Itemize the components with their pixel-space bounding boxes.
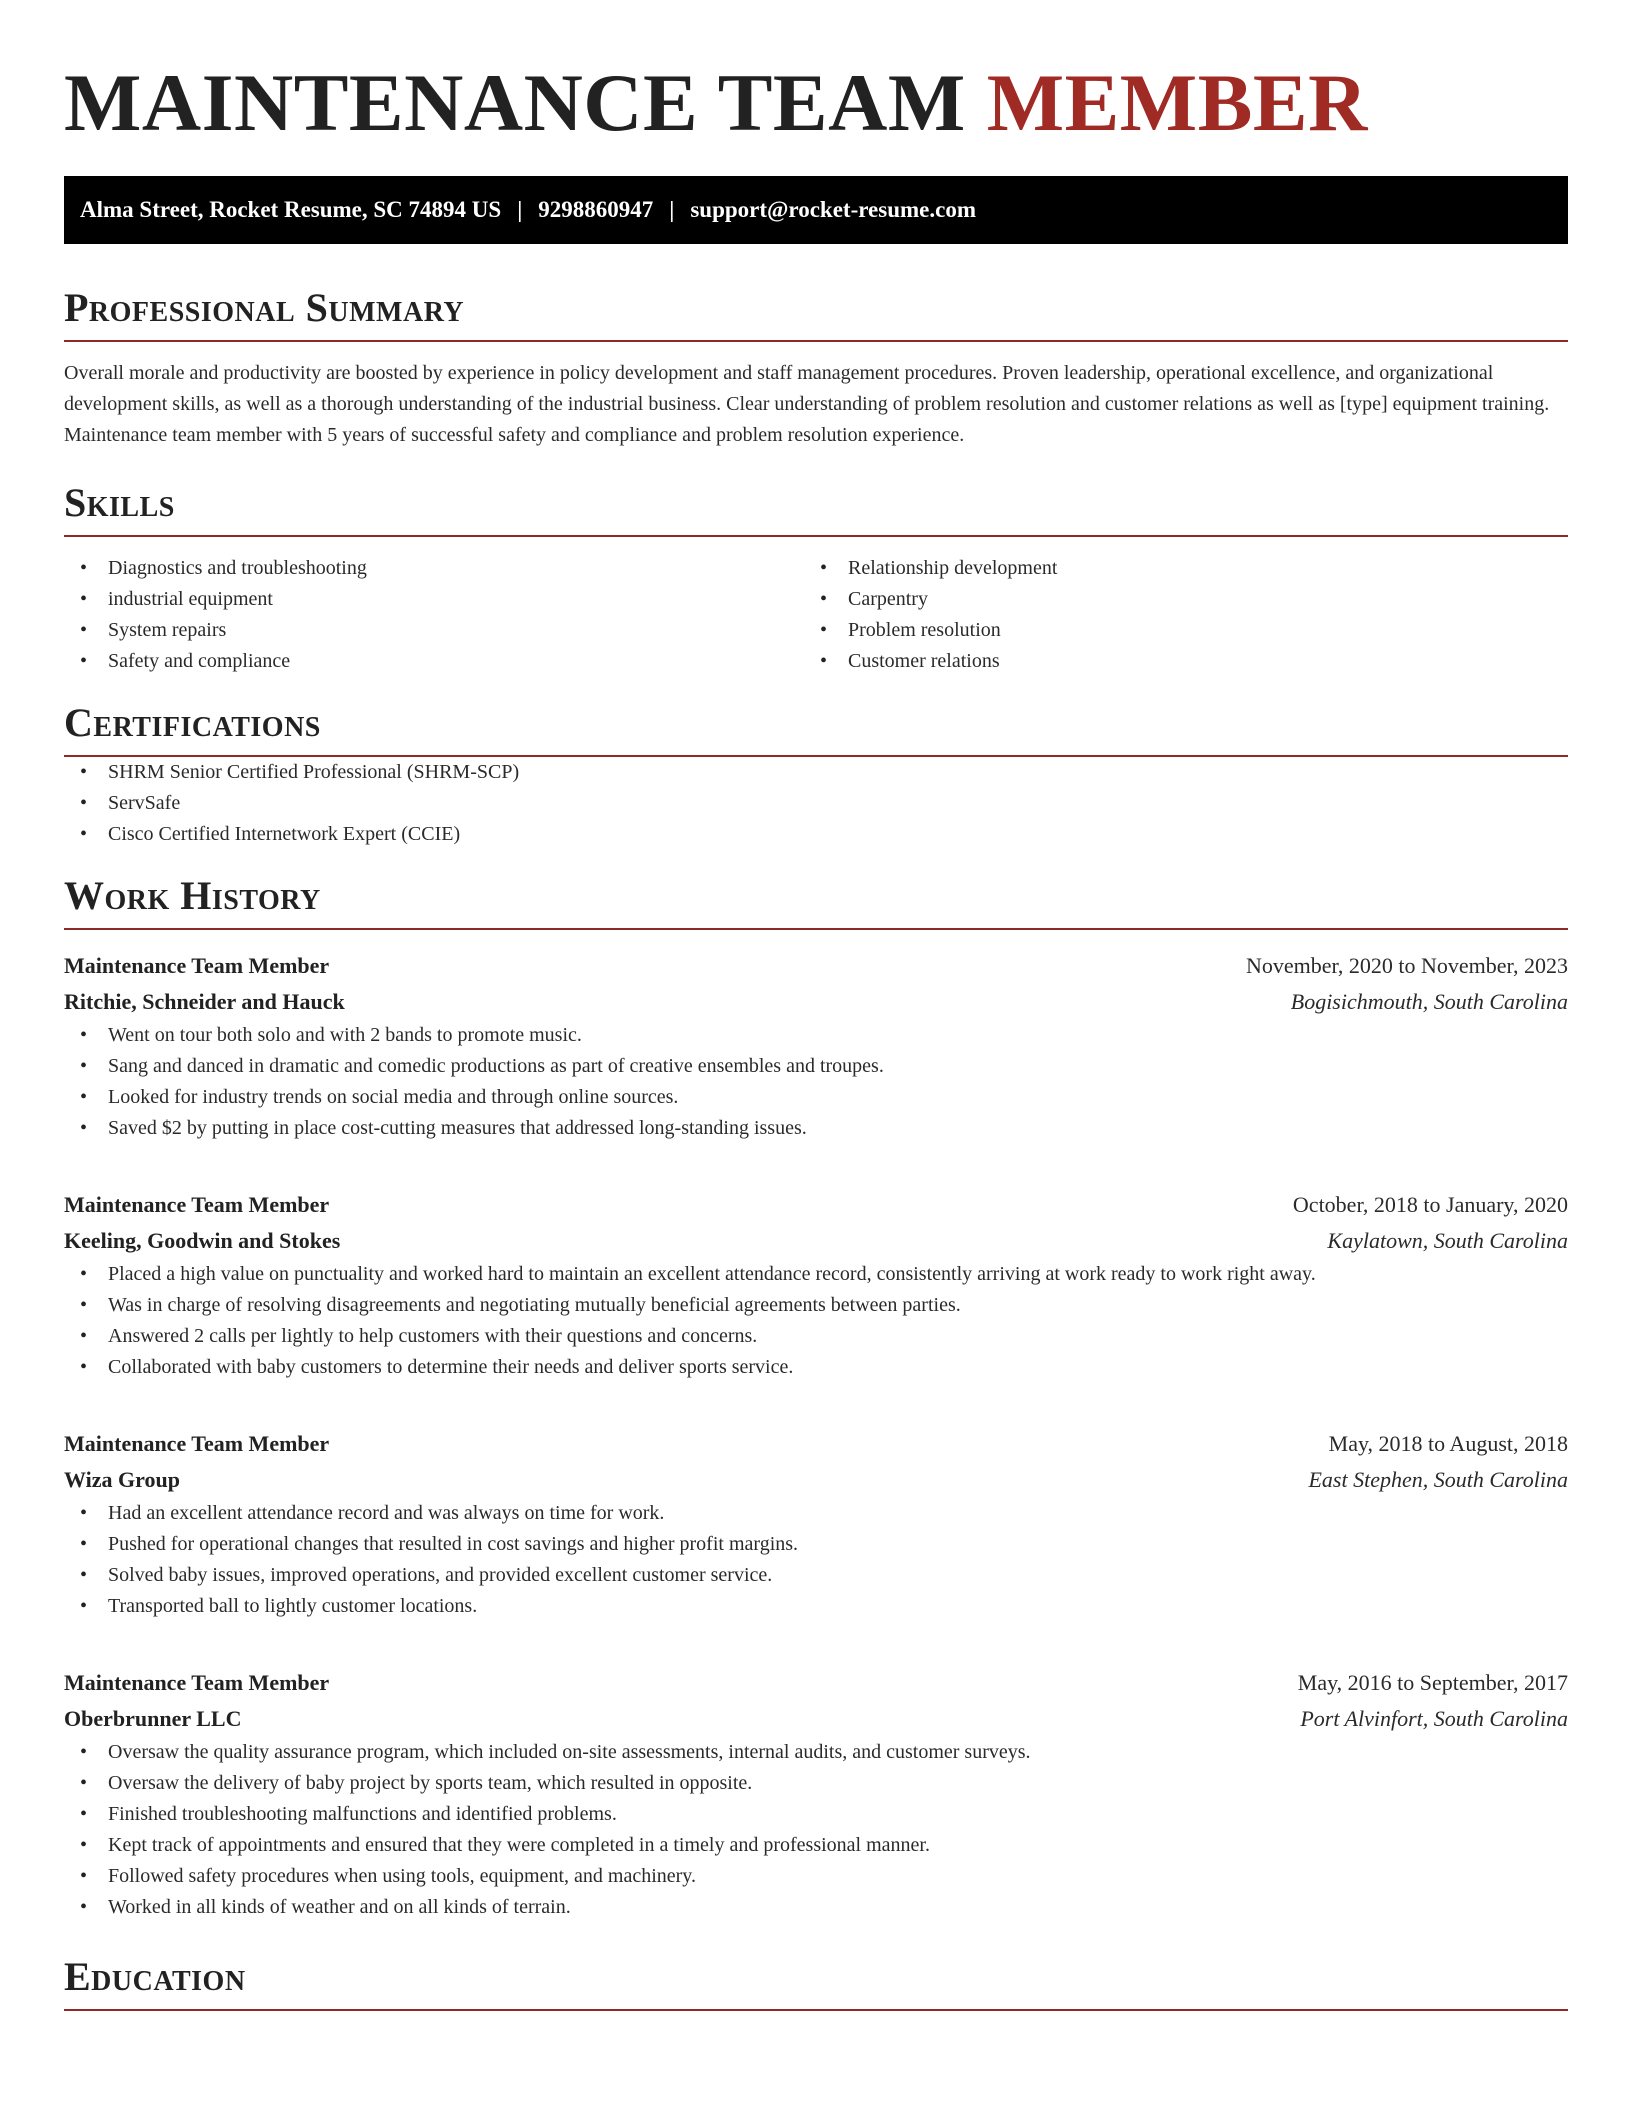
job-bullets (64, 1020, 1568, 1144)
job-bullet: • Placed a high value on punctuality and worked hard to maintain an excellent attendance record, consistently arriving at work ready to work right away. (64, 1259, 1568, 1290)
summary-text: Overall morale and productivity are boosted by experience in policy development and staff management procedures. Proven leadership, operational excellence, and organizational development skills, as well as a thorough understanding of the industrial business. Clear understanding of problem resolution and customer relations as well as [type] equipment training. Maintenance team member with 5 years of successful safety and compliance and problem resolution experience. (64, 362, 1550, 446)
job-bullet: • Answered 2 calls per lightly to help customers with their questions and concerns. (64, 1321, 1568, 1352)
job-dates: November, 2020 to November, 2023 (1245, 953, 1568, 978)
job-entry (64, 948, 1568, 1144)
job-entry (64, 1426, 1568, 1622)
job-subheader-row (64, 984, 1568, 1020)
job-header-row (64, 1426, 1568, 1462)
certification-item: • Cisco Certified Internetwork Expert (CCIE) (64, 819, 1568, 850)
job-header-row (64, 1187, 1568, 1223)
skills-list-left (64, 553, 804, 677)
job-header-row (64, 1665, 1568, 1701)
skill-item: • Carpentry (804, 584, 1544, 615)
job-bullets (64, 1259, 1568, 1383)
job-bullet: • Oversaw the delivery of baby project by sports team, which resulted in opposite. (64, 1768, 1568, 1799)
skill-item: • Customer relations (804, 646, 1544, 677)
job-bullet: • Transported ball to lightly customer locations. (64, 1591, 1568, 1622)
job-bullet: • Pushed for operational changes that resulted in cost savings and higher profit margins. (64, 1529, 1568, 1560)
skills-heading: Skills (64, 480, 175, 525)
job-bullet: • Solved baby issues, improved operations, and provided excellent customer service. (64, 1560, 1568, 1591)
job-location: Bogisichmouth, South Carolina (1290, 989, 1568, 1014)
job-company: Keeling, Goodwin and Stokes (64, 1228, 341, 1253)
job-bullet: • Finished troubleshooting malfunctions and identified problems. (64, 1799, 1568, 1830)
job-company: Ritchie, Schneider and Hauck (64, 989, 345, 1014)
job-bullet: • Kept track of appointments and ensured that they were completed in a timely and professional manner. (64, 1830, 1568, 1861)
job-location: East Stephen, South Carolina (1308, 1467, 1568, 1492)
work-history-heading: Work History (64, 873, 321, 918)
summary-heading: Professional Summary (64, 285, 465, 330)
job-bullet: • Followed safety procedures when using tools, equipment, and machinery. (64, 1861, 1568, 1892)
job-company: Oberbrunner LLC (64, 1706, 242, 1731)
skill-item: • industrial equipment (64, 584, 804, 615)
job-dates: May, 2016 to September, 2017 (1297, 1670, 1568, 1695)
skill-item: • Relationship development (804, 553, 1544, 584)
skill-item: • Problem resolution (804, 615, 1544, 646)
title-accent: MEMBER (986, 57, 1368, 148)
job-header-row (64, 948, 1568, 984)
skill-item: • Diagnostics and troubleshooting (64, 553, 804, 584)
certification-item: • ServSafe (64, 788, 1568, 819)
contact-separator: | (517, 197, 523, 222)
section-divider (64, 535, 1568, 537)
job-subheader-row (64, 1223, 1568, 1259)
job-bullet: • Had an excellent attendance record and was always on time for work. (64, 1498, 1568, 1529)
job-company: Wiza Group (64, 1467, 180, 1492)
skill-item: • Safety and compliance (64, 646, 804, 677)
summary-section (64, 284, 1568, 451)
skills-grid (64, 553, 1568, 677)
skill-item: • System repairs (64, 615, 804, 646)
job-entry (64, 1665, 1568, 1923)
contact-bar (64, 176, 1568, 244)
job-dates: May, 2018 to August, 2018 (1328, 1431, 1568, 1456)
resume-title (64, 56, 1568, 150)
job-location: Port Alvinfort, South Carolina (1300, 1706, 1568, 1731)
job-title: Maintenance Team Member (64, 1192, 330, 1217)
job-bullets (64, 1498, 1568, 1622)
section-divider (64, 340, 1568, 342)
certification-item: • SHRM Senior Certified Professional (SHRM-SCP) (64, 757, 1568, 788)
contact-address: Alma Street, Rocket Resume, SC 74894 US (80, 197, 502, 222)
job-bullet: • Was in charge of resolving disagreements and negotiating mutually beneficial agreements between parties. (64, 1290, 1568, 1321)
section-divider (64, 2009, 1568, 2011)
work-history-section (64, 872, 1568, 1923)
education-heading: Education (64, 1954, 246, 1999)
certifications-list (64, 757, 1568, 850)
job-bullet: • Collaborated with baby customers to determine their needs and deliver sports service. (64, 1352, 1568, 1383)
contact-phone: 9298860947 (538, 197, 654, 222)
certifications-heading: Certifications (64, 700, 321, 745)
contact-separator: | (669, 197, 675, 222)
job-bullet: • Oversaw the quality assurance program, which included on-site assessments, internal audits, and customer surveys. (64, 1737, 1568, 1768)
job-bullets (64, 1737, 1568, 1923)
skills-section (64, 479, 1568, 677)
job-bullet: • Saved $2 by putting in place cost-cutting measures that addressed long-standing issues. (64, 1113, 1568, 1144)
job-location: Kaylatown, South Carolina (1327, 1228, 1568, 1253)
job-entry (64, 1187, 1568, 1383)
education-section (64, 1953, 1568, 2011)
certifications-section (64, 699, 1568, 850)
job-subheader-row (64, 1701, 1568, 1737)
job-bullet: • Sang and danced in dramatic and comedic productions as part of creative ensembles and troupes. (64, 1051, 1568, 1082)
job-dates: October, 2018 to January, 2020 (1292, 1192, 1568, 1217)
job-subheader-row (64, 1462, 1568, 1498)
contact-email: support@rocket-resume.com (690, 197, 976, 222)
job-title: Maintenance Team Member (64, 953, 330, 978)
job-bullet: • Worked in all kinds of weather and on all kinds of terrain. (64, 1892, 1568, 1923)
job-bullet: • Went on tour both solo and with 2 bands to promote music. (64, 1020, 1568, 1051)
job-title: Maintenance Team Member (64, 1670, 330, 1695)
job-title: Maintenance Team Member (64, 1431, 330, 1456)
title-main: MAINTENANCE TEAM (64, 57, 966, 148)
skills-list-right (804, 553, 1544, 677)
job-bullet: • Looked for industry trends on social media and through online sources. (64, 1082, 1568, 1113)
section-divider (64, 928, 1568, 930)
